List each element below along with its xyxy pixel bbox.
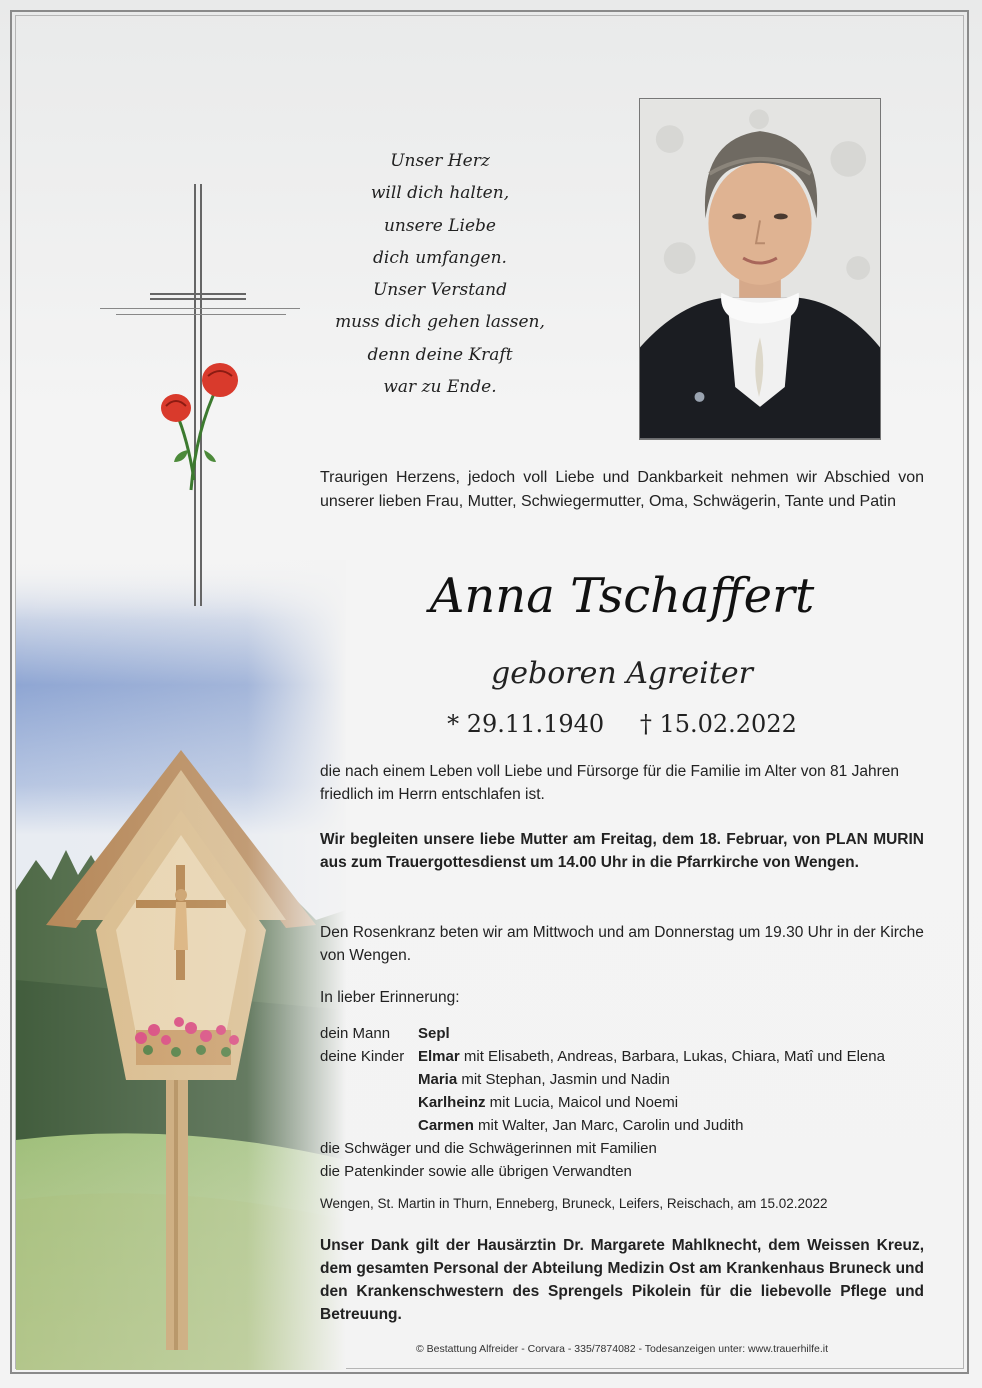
poem-line: war zu Ende. bbox=[383, 377, 497, 398]
mourner-name: Karlheinz bbox=[418, 1094, 486, 1111]
poem-line: Unser Herz bbox=[390, 151, 490, 171]
mourner-name: Maria bbox=[418, 1071, 458, 1088]
mourner-row bbox=[320, 1117, 743, 1134]
birth-date: * 29.11.1940 bbox=[447, 710, 605, 738]
poem-line: unsere Liebe bbox=[383, 215, 496, 236]
maiden-name: geboren Agreiter bbox=[491, 656, 753, 691]
mourner-family: mit Stephan, Jasmin und Nadin bbox=[457, 1071, 670, 1088]
mourner-family: mit Lucia, Maicol und Noemi bbox=[485, 1094, 679, 1111]
extended-family-line: die Schwäger und die Schwägerinnen mit Familien bbox=[320, 1140, 657, 1157]
extended-family-line: die Patenkinder sowie alle übrigen Verwandten bbox=[320, 1163, 632, 1180]
death-date: † 15.02.2022 bbox=[639, 710, 797, 738]
wayside-shrine-image bbox=[16, 560, 346, 1370]
thanks-text: Unser Dank gilt der Hausärztin Dr. Margarete Mahlknecht, dem Weissen Kreuz, dem gesamten Personal der Abteilung Medizin Ost am Krankenhaus Bruneck und den Krankenschwestern des Sprengels Pikolein für die liebevolle Pflege und Betreuung. bbox=[320, 1237, 924, 1323]
mourner-relation: deine Kinder bbox=[320, 1048, 405, 1065]
poem-line: denn deine Kraft bbox=[367, 344, 513, 365]
cross-with-roses-icon bbox=[96, 180, 306, 610]
rosary-notice: Den Rosenkranz beten wir am Mittwoch und am Donnerstag um 19.30 Uhr in der Kirche von Wengen. bbox=[320, 924, 924, 964]
memory-heading: In lieber Erinnerung: bbox=[320, 989, 460, 1006]
mourner-relation: dein Mann bbox=[320, 1025, 391, 1042]
poem bbox=[330, 145, 550, 403]
mourner-family: mit Walter, Jan Marc, Carolin und Judith bbox=[473, 1117, 744, 1134]
poem-line: dich umfangen. bbox=[373, 247, 507, 268]
mourner-row bbox=[320, 1025, 450, 1042]
mourner-name: Carmen bbox=[418, 1117, 474, 1134]
mourner-row bbox=[320, 1071, 670, 1088]
poem-line: Unser Verstand bbox=[372, 280, 508, 301]
funeral-notice: Wir begleiten unsere liebe Mutter am Freitag, dem 18. Februar, von PLAN MURIN aus zum Trauergottesdienst um 14.00 Uhr in die Pfarrkirche von Wengen. bbox=[320, 831, 924, 871]
mourner-name: Elmar bbox=[418, 1048, 460, 1065]
mourner-family: mit Elisabeth, Andreas, Barbara, Lukas, Chiara, Matî und Elena bbox=[459, 1048, 885, 1065]
passing-text: die nach einem Leben voll Liebe und Fürsorge für die Familie im Alter von 81 Jahren friedlich im Herrn entschlafen ist. bbox=[320, 763, 899, 803]
poem-line: muss dich gehen lassen, bbox=[335, 312, 545, 333]
mourner-row bbox=[320, 1048, 885, 1065]
mourner-name: Sepl bbox=[418, 1025, 450, 1042]
portrait-photo bbox=[639, 98, 881, 440]
footer-credit: © Bestattung Alfreider - Corvara - 335/7874082 - Todesanzeigen unter: www.trauerhilfe.it bbox=[415, 1343, 829, 1355]
poem-line: will dich halten, bbox=[370, 183, 510, 204]
mourner-row bbox=[320, 1094, 678, 1111]
deceased-name: Anna Tschaffert bbox=[429, 568, 815, 624]
life-dates bbox=[320, 710, 924, 738]
place-date: Wengen, St. Martin in Thurn, Enneberg, Bruneck, Leifers, Reischach, am 15.02.2022 bbox=[320, 1196, 828, 1211]
intro-text: Traurigen Herzens, jedoch voll Liebe und Dankbarkeit nehmen wir Abschied von unserer lieben Frau, Mutter, Schwiegermutter, Oma, Schwägerin, Tante und Patin bbox=[320, 469, 924, 510]
